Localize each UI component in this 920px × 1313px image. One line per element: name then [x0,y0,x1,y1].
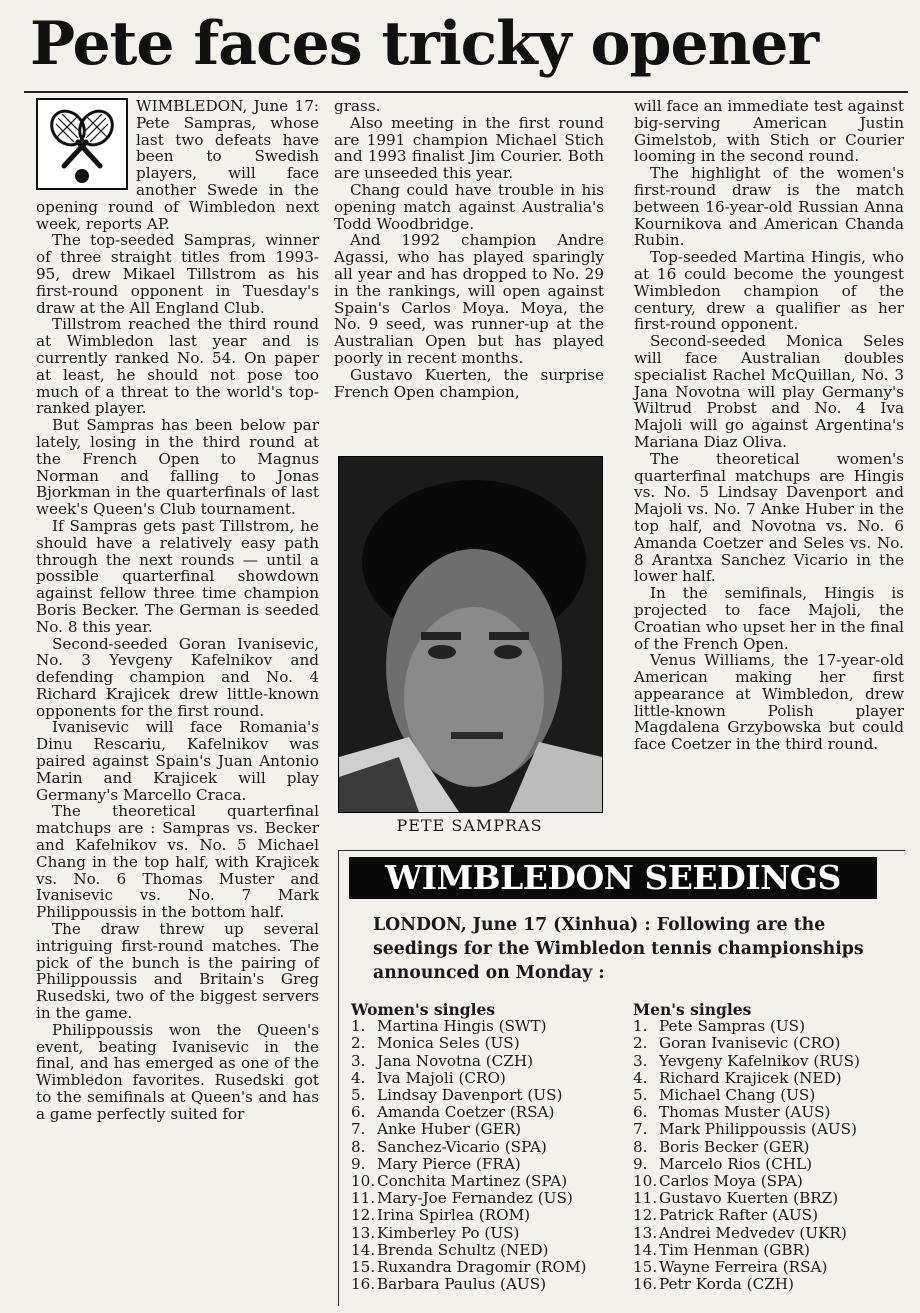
article-column-3 [634,98,904,753]
womens-seedings-list [351,1001,621,1293]
article-paragraph: And 1992 champion Andre Agassi, who has played sparingly all year and has dropped to No. 29 in the rankings, will open against Spain's Carlos Moya. Moya, the No. 9 seed, was runner-up at the Australian Open but has played poorly in recent months. [334,231,604,367]
seed-number: 8. [633,1137,648,1156]
seed-number: 11. [351,1189,376,1208]
seed-number: 2. [633,1034,648,1053]
article-paragraph: In the semifinals, Hingis is projected to face Majoli, the Croatian who upset her in the final of the French Open. [634,584,904,653]
seeding-row [351,1087,621,1104]
article-paragraph: grass. [334,97,381,115]
seeding-row [351,1242,621,1259]
article-paragraph: The draw threw up several intriguing first-round matches. The pick of the bunch is the pairing of Philippoussis and Britain's Greg Rusedski, two of the biggest servers in the game. [36,920,319,1023]
player-name: Mary Pierce (FRA) [377,1154,521,1173]
article-paragraph: The top-seeded Sampras, winner of three straight titles from 1993-95, drew Mikael Tillstrom as his first-round opponent in Tuesday's draw at the All England Club. [36,231,319,317]
player-name: Boris Becker (GER) [659,1137,810,1156]
article-paragraph: The theoretical women's quarterfinal matchups are Hingis vs. No. 5 Lindsay Davenport and Majoli vs. No. 7 Anke Huber in the top half, and Novotna vs. No. 6 Amanda Coetzer and Seles vs. No. 8 Arantxa Sanchez Vicario in the lower half. [634,449,904,586]
tennis-rackets-icon [36,98,128,190]
headline-rule [24,91,908,93]
seeding-row [633,1070,903,1087]
seed-number: 8. [351,1137,366,1156]
seed-number: 14. [633,1240,658,1259]
seed-number: 5. [633,1086,648,1105]
seed-number: 1. [633,1017,648,1036]
seeding-row [351,1070,621,1087]
player-name: Wayne Ferreira (RSA) [659,1258,828,1277]
seedings-box [338,850,905,1306]
player-name: Jana Novotna (CZH) [377,1051,533,1070]
player-name: Irina Spirlea (ROM) [377,1206,531,1225]
seeding-row [633,1087,903,1104]
seeding-row [351,1139,621,1156]
seed-number: 7. [633,1120,648,1139]
player-name: Martina Hingis (SWT) [377,1017,547,1036]
seeding-row [351,1190,621,1207]
seed-number: 15. [351,1258,376,1277]
article-paragraph: WIMBLEDON, June 17: Pete Sampras, whose last two defeats have been to Swedish players, will face another Swede in the opening round of Wimbledon next week, reports AP. [36,97,319,233]
article-paragraph: will face an immediate test against big-serving American Justin Gimelstob, with Stich or Courier looming in the second round. [634,97,904,166]
player-name: Lindsay Davenport (US) [377,1086,563,1105]
article-paragraph: Tillstrom reached the third round at Wimbledon last year and is currently ranked No. 54. On paper at least, he should not pose too much of a threat to the world's top-ranked player. [36,315,319,418]
article-paragraph: But Sampras has been below par lately, losing in the third round at the French Open to Magnus Norman and falling to Jonas Bjorkman in the quarterfinals of last week's Queen's Club tournament. [36,416,319,519]
seeding-row [633,1156,903,1173]
player-name: Monica Seles (US) [377,1034,520,1053]
player-name: Anke Huber (GER) [377,1120,522,1139]
player-name: Andrei Medvedev (UKR) [659,1223,847,1242]
player-name: Thomas Muster (AUS) [659,1103,831,1122]
seed-number: 6. [351,1103,366,1122]
article-paragraph: Ivanisevic will face Romania's Dinu Rescariu, Kafelnikov was paired against Spain's Juan Antonio Marin and Krajicek will play Germany's Marcello Craca. [36,718,319,804]
article-paragraph: Second-seeded Monica Seles will face Australian doubles specialist Rachel McQuillan, No. 3 Jana Novotna will play Germany's Wiltrud Probst and No. 4 Iva Majoli will go against Argentina's Mariana Diaz Oliva. [634,332,904,451]
seeding-row [633,1225,903,1242]
player-name: Michael Chang (US) [659,1086,816,1105]
seeding-row [633,1018,903,1035]
article-paragraph: The highlight of the women's first-round draw is the match between 16-year-old Russian Anna Kournikova and American Chanda Rubin. [634,164,904,250]
article-paragraph: Gustavo Kuerten, the surprise French Open champion, [334,365,604,401]
seeding-row [351,1225,621,1242]
seeding-row [351,1276,621,1293]
player-name: Tim Henman (GBR) [659,1240,810,1259]
player-name: Richard Krajicek (NED) [659,1068,842,1087]
mens-seedings-header: Men's singles [633,1000,752,1019]
seeding-row [633,1242,903,1259]
seeding-row [633,1035,903,1052]
portrait-photo [338,456,603,813]
article-paragraph: If Sampras gets past Tillstrom, he should have a relatively easy path through the next rounds — until a possible quarterfinal showdown against fellow three time champion Boris Becker. The German is seeded No. 8 this year. [36,516,319,636]
seeding-row [351,1173,621,1190]
seeding-row [633,1173,903,1190]
player-name: Yevgeny Kafelnikov (RUS) [659,1051,860,1070]
seed-number: 2. [351,1034,366,1053]
article-paragraph: Second-seeded Goran Ivanisevic, No. 3 Yevgeny Kafelnikov and defending champion and No. 4 Richard Krajicek drew little-known opponents for the first round. [36,634,319,720]
player-name: Pete Sampras (US) [659,1017,806,1036]
seed-number: 16. [633,1275,658,1294]
article-paragraph: Venus Williams, the 17-year-old American making her first appearance at Wimbledon, drew little-known Polish player Magdalena Grzybowska but could face Coetzer in the third round. [634,651,904,754]
seed-number: 6. [633,1103,648,1122]
seedings-title: WIMBLEDON SEEDINGS [349,857,877,899]
player-name: Iva Majoli (CRO) [377,1068,506,1087]
seed-number: 12. [633,1206,658,1225]
article-paragraph: Chang could have trouble in his opening match against Australia's Todd Woodbridge. [334,180,604,233]
seeding-row [633,1276,903,1293]
seeding-row [633,1259,903,1276]
player-name: Kimberley Po (US) [377,1223,520,1242]
article-paragraph: Philippoussis won the Queen's event, beating Ivanisevic in the final, and has emerged as one of the Wimbledon favorites. Rusedski got to the semifinals at Queen's and has a game perfectly suited for [36,1020,319,1123]
player-name: Gustavo Kuerten (BRZ) [659,1189,839,1208]
seed-number: 10. [351,1172,376,1191]
seed-number: 4. [633,1068,648,1087]
player-name: Petr Korda (CZH) [659,1275,794,1294]
seeding-row [633,1207,903,1224]
seeding-row [351,1259,621,1276]
seed-number: 16. [351,1275,376,1294]
player-name: Mary-Joe Fernandez (US) [377,1189,573,1208]
seeding-row [633,1121,903,1138]
seeding-row [633,1139,903,1156]
player-name: Brenda Schultz (NED) [377,1240,549,1259]
mens-seedings-list [633,1001,903,1293]
seeding-row [351,1207,621,1224]
seed-number: 3. [351,1051,366,1070]
article-paragraph: The theoretical quarterfinal matchups are : Sampras vs. Becker and Kafelnikov vs. No. 5 Michael Chang in the top half, with Krajicek vs. No. 6 Thomas Muster and Ivanisevic vs. No. 7 Mark Philippoussis in the bottom half. [36,802,319,922]
player-name: Marcelo Rios (CHL) [659,1154,813,1173]
womens-seedings-items [351,1018,621,1293]
seeding-row [633,1053,903,1070]
seed-number: 5. [351,1086,366,1105]
seeding-row [351,1018,621,1035]
player-name: Amanda Coetzer (RSA) [377,1103,555,1122]
seed-number: 13. [633,1223,658,1242]
seeding-row [351,1053,621,1070]
seed-number: 13. [351,1223,376,1242]
player-name: Goran Ivanisevic (CRO) [659,1034,841,1053]
seed-number: 12. [351,1206,376,1225]
seedings-intro: LONDON, June 17 (Xinhua) : Following are the seedings for the Wimbledon tennis championships announced on Monday : [373,915,864,983]
player-name: Patrick Rafter (AUS) [659,1206,819,1225]
seed-number: 9. [351,1154,366,1173]
photo-caption: PETE SAMPRAS [396,816,543,835]
seeding-row [633,1190,903,1207]
player-name: Mark Philippoussis (AUS) [659,1120,857,1139]
article-paragraph: Top-seeded Martina Hingis, who at 16 could become the youngest Wimbledon champion of the century, drew a qualifier as her first-round opponent. [634,248,904,334]
seeding-row [351,1035,621,1052]
player-name: Carlos Moya (SPA) [659,1172,803,1191]
seed-number: 14. [351,1240,376,1259]
player-name: Ruxandra Dragomir (ROM) [377,1258,587,1277]
womens-seedings-header: Women's singles [351,1000,496,1019]
seeding-row [351,1121,621,1138]
player-name: Conchita Martinez (SPA) [377,1172,568,1191]
article-column-1 [36,98,319,1123]
seed-number: 4. [351,1068,366,1087]
article-paragraph: Also meeting in the first round are 1991 champion Michael Stich and 1993 finalist Jim Courier. Both are unseeded this year. [334,113,604,183]
seed-number: 9. [633,1154,648,1173]
seed-number: 11. [633,1189,658,1208]
player-name: Barbara Paulus (AUS) [377,1275,547,1294]
seed-number: 15. [633,1258,658,1277]
player-name: Sanchez-Vicario (SPA) [377,1137,547,1156]
article-column-2 [334,98,604,400]
seed-number: 10. [633,1172,658,1191]
mens-seedings-items [633,1018,903,1293]
seed-number: 3. [633,1051,648,1070]
seeding-row [351,1156,621,1173]
seeding-row [351,1104,621,1121]
headline: Pete faces tricky opener [30,9,819,79]
seed-number: 7. [351,1120,366,1139]
seed-number: 1. [351,1017,366,1036]
seeding-row [633,1104,903,1121]
